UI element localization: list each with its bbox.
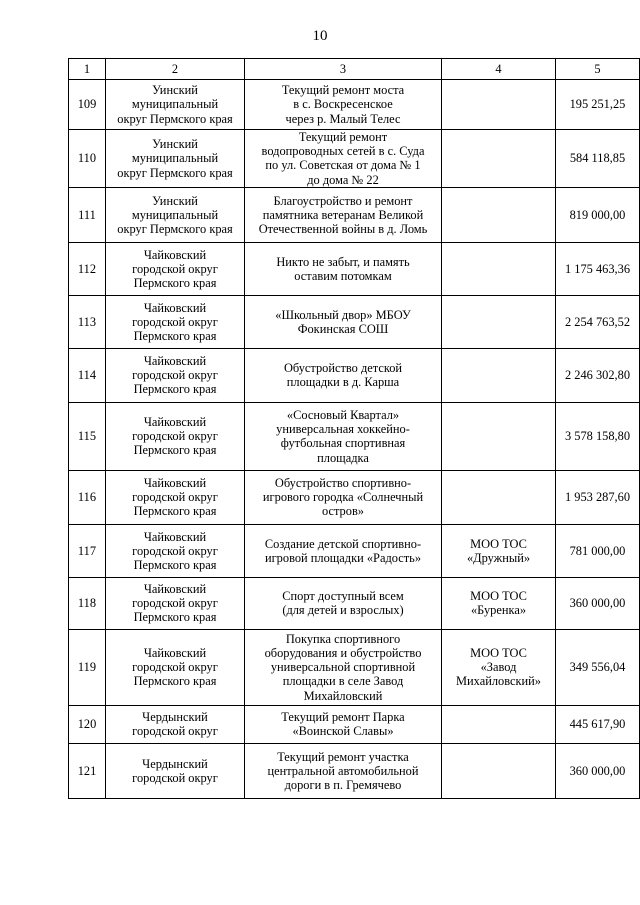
- table-row: [69, 524, 640, 577]
- table-header-row: [69, 59, 640, 80]
- organization-cell: [442, 295, 556, 348]
- organization-cell: [442, 743, 556, 798]
- row-number: 109: [69, 80, 106, 130]
- organization-cell: МОО ТОС «Буренка»: [442, 577, 556, 629]
- amount-cell: 1 175 463,36: [556, 242, 640, 295]
- project-cell: Обустройство спортивно- игрового городка «Солнечный остров»: [245, 470, 442, 524]
- project-cell: Спорт доступный всем (для детей и взрослых): [245, 577, 442, 629]
- table-row: [69, 577, 640, 629]
- organization-cell: [442, 187, 556, 242]
- municipality-cell: Чайковский городской округ Пермского края: [106, 295, 245, 348]
- amount-cell: 195 251,25: [556, 80, 640, 130]
- amount-cell: 360 000,00: [556, 577, 640, 629]
- organization-cell: [442, 242, 556, 295]
- table-row: [69, 743, 640, 798]
- row-number: 110: [69, 130, 106, 188]
- subsidy-table: [68, 58, 640, 799]
- row-number: 115: [69, 402, 106, 470]
- row-number: 114: [69, 348, 106, 402]
- table-row: [69, 242, 640, 295]
- municipality-cell: Чердынский городской округ: [106, 705, 245, 743]
- amount-cell: 2 246 302,80: [556, 348, 640, 402]
- municipality-cell: Чайковский городской округ Пермского края: [106, 577, 245, 629]
- organization-cell: [442, 402, 556, 470]
- municipality-cell: Уинский муниципальный округ Пермского края: [106, 130, 245, 188]
- municipality-cell: Чайковский городской округ Пермского края: [106, 402, 245, 470]
- amount-cell: 819 000,00: [556, 187, 640, 242]
- project-cell: «Школьный двор» МБОУ Фокинская СОШ: [245, 295, 442, 348]
- municipality-cell: Чайковский городской округ Пермского края: [106, 524, 245, 577]
- amount-cell: 349 556,04: [556, 629, 640, 705]
- project-cell: Текущий ремонт участка центральной автомобильной дороги в п. Гремячево: [245, 743, 442, 798]
- amount-cell: 2 254 763,52: [556, 295, 640, 348]
- column-header-2: 2: [106, 59, 245, 80]
- row-number: 117: [69, 524, 106, 577]
- municipality-cell: Чайковский городской округ Пермского края: [106, 242, 245, 295]
- project-cell: Никто не забыт, и память оставим потомкам: [245, 242, 442, 295]
- row-number: 116: [69, 470, 106, 524]
- organization-cell: МОО ТОС «Завод Михайловский»: [442, 629, 556, 705]
- table-row: [69, 80, 640, 130]
- table-row: [69, 348, 640, 402]
- organization-cell: [442, 470, 556, 524]
- organization-cell: МОО ТОС «Дружный»: [442, 524, 556, 577]
- municipality-cell: Чайковский городской округ Пермского края: [106, 348, 245, 402]
- organization-cell: [442, 348, 556, 402]
- column-header-4: 4: [442, 59, 556, 80]
- column-header-5: 5: [556, 59, 640, 80]
- table-row: [69, 130, 640, 188]
- row-number: 118: [69, 577, 106, 629]
- amount-cell: 445 617,90: [556, 705, 640, 743]
- project-cell: Покупка спортивного оборудования и обустройство универсальной спортивной площадки в селе Завод Михайловский: [245, 629, 442, 705]
- amount-cell: 3 578 158,80: [556, 402, 640, 470]
- table-row: [69, 187, 640, 242]
- municipality-cell: Уинский муниципальный округ Пермского края: [106, 187, 245, 242]
- column-header-1: 1: [69, 59, 106, 80]
- table-row: [69, 705, 640, 743]
- table-row: [69, 402, 640, 470]
- project-cell: Текущий ремонт водопроводных сетей в с. Суда по ул. Советская от дома № 1 до дома № 22: [245, 130, 442, 188]
- organization-cell: [442, 130, 556, 188]
- column-header-3: 3: [245, 59, 442, 80]
- municipality-cell: Чердынский городской округ: [106, 743, 245, 798]
- project-cell: Создание детской спортивно- игровой площадки «Радость»: [245, 524, 442, 577]
- row-number: 120: [69, 705, 106, 743]
- page-number: 10: [312, 28, 328, 44]
- organization-cell: [442, 80, 556, 130]
- amount-cell: 1 953 287,60: [556, 470, 640, 524]
- project-cell: Обустройство детской площадки в д. Карша: [245, 348, 442, 402]
- amount-cell: 781 000,00: [556, 524, 640, 577]
- row-number: 119: [69, 629, 106, 705]
- row-number: 111: [69, 187, 106, 242]
- project-cell: Текущий ремонт Парка «Воинской Славы»: [245, 705, 442, 743]
- table-row: [69, 470, 640, 524]
- project-cell: «Сосновый Квартал» универсальная хоккейно- футбольная спортивная площадка: [245, 402, 442, 470]
- project-cell: Благоустройство и ремонт памятника ветеранам Великой Отечественной войны в д. Ломь: [245, 187, 442, 242]
- row-number: 112: [69, 242, 106, 295]
- amount-cell: 360 000,00: [556, 743, 640, 798]
- table-row: [69, 295, 640, 348]
- amount-cell: 584 118,85: [556, 130, 640, 188]
- organization-cell: [442, 705, 556, 743]
- table-row: [69, 629, 640, 705]
- municipality-cell: Уинский муниципальный округ Пермского края: [106, 80, 245, 130]
- row-number: 113: [69, 295, 106, 348]
- municipality-cell: Чайковский городской округ Пермского края: [106, 470, 245, 524]
- municipality-cell: Чайковский городской округ Пермского края: [106, 629, 245, 705]
- row-number: 121: [69, 743, 106, 798]
- project-cell: Текущий ремонт моста в с. Воскресенское через р. Малый Телес: [245, 80, 442, 130]
